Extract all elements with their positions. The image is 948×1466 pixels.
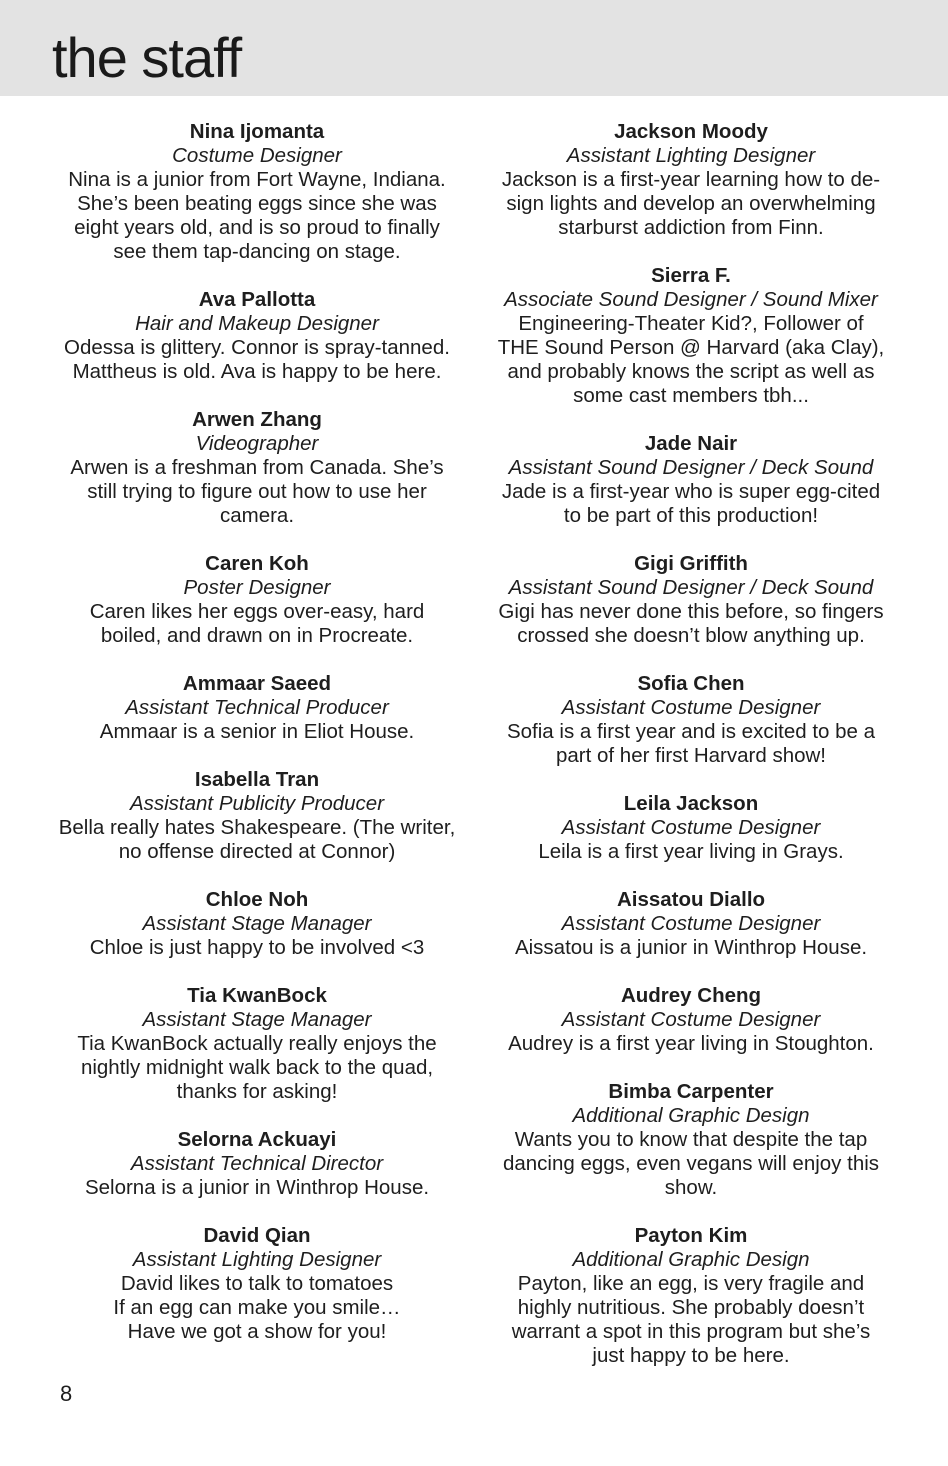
staff-role: Additional Graphic Design xyxy=(572,1248,810,1271)
staff-name: Caren Koh xyxy=(205,552,309,575)
staff-bio: Audrey is a first year living in Stoughton. xyxy=(508,1032,874,1055)
staff-bio: David likes to talk to tomatoes If an egg can make you smile… Have we got a show for you! xyxy=(113,1272,401,1343)
staff-name: Aissatou Diallo xyxy=(616,888,766,911)
staff-bio: Ammaar is a senior in Eliot House. xyxy=(99,720,415,743)
staff-name: Payton Kim xyxy=(634,1224,748,1247)
staff-role: Assistant Stage Manager xyxy=(142,1008,372,1031)
staff-name: Arwen Zhang xyxy=(192,408,322,431)
staff-entry xyxy=(482,1080,900,1200)
staff-role: Assistant Costume Designer xyxy=(561,1008,821,1031)
staff-bio: Jade is a first-year who is super egg-cited to be part of this production! xyxy=(501,480,881,527)
staff-bio: Gigi has never done this before, so fingers crossed she doesn’t blow anything up. xyxy=(498,600,884,647)
staff-entry xyxy=(482,888,900,960)
page-number: 8 xyxy=(60,1381,73,1406)
staff-name: Isabella Tran xyxy=(194,768,320,791)
staff-bio: Tia KwanBock actually really enjoys the nightly midnight walk back to the quad, thanks for asking! xyxy=(77,1032,437,1103)
staff-role: Assistant Costume Designer xyxy=(561,912,821,935)
staff-bio: Wants you to know that despite the tap dancing eggs, even vegans will enjoy this show. xyxy=(502,1128,880,1199)
staff-bio: Arwen is a freshman from Canada. She’s still trying to figure out how to use her camera. xyxy=(70,456,444,527)
staff-role: Assistant Costume Designer xyxy=(561,816,821,839)
staff-entry xyxy=(46,984,468,1104)
staff-name: Selorna Ackuayi xyxy=(177,1128,337,1151)
staff-name: Bimba Carpenter xyxy=(608,1080,774,1103)
staff-bio: Leila is a first year living in Grays. xyxy=(538,840,844,863)
staff-bio: Sofia is a first year and is excited to be a part of her first Harvard show! xyxy=(506,720,876,767)
staff-entry xyxy=(46,888,468,960)
staff-bio: Jackson is a first-year learning how to de- sign lights and develop an overwhelming starburst addiction from Finn. xyxy=(501,168,881,239)
staff-bio: Engineering-Theater Kid?, Follower of THE Sound Person @ Harvard (aka Clay), and probably knows the script as well as some cast members tbh... xyxy=(497,312,885,407)
staff-entry xyxy=(482,984,900,1056)
staff-bio: Selorna is a junior in Winthrop House. xyxy=(84,1176,430,1199)
staff-entry xyxy=(46,120,468,264)
staff-name: Chloe Noh xyxy=(205,888,309,911)
staff-name: Leila Jackson xyxy=(623,792,759,815)
staff-role: Assistant Lighting Designer xyxy=(566,144,816,167)
staff-entry xyxy=(482,264,900,408)
staff-name: Sofia Chen xyxy=(637,672,745,695)
left-column xyxy=(46,120,468,1368)
staff-name: Gigi Griffith xyxy=(634,552,748,575)
header-band xyxy=(0,0,948,96)
staff-bio: Payton, like an egg, is very fragile and highly nutritious. She probably doesn’t warrant a spot in this program but she’s just happy to be here. xyxy=(511,1272,871,1367)
staff-entry xyxy=(46,288,468,384)
staff-entry xyxy=(482,120,900,240)
page-title: the staff xyxy=(52,26,242,89)
staff-role: Poster Designer xyxy=(183,576,331,599)
staff-role: Assistant Sound Designer / Deck Sound xyxy=(508,456,874,479)
staff-name: Nina Ijomanta xyxy=(189,120,325,143)
staff-role: Assistant Publicity Producer xyxy=(129,792,385,815)
staff-role: Associate Sound Designer / Sound Mixer xyxy=(504,288,878,311)
staff-entry xyxy=(46,768,468,864)
staff-name: Sierra F. xyxy=(651,264,731,287)
staff-role: Hair and Makeup Designer xyxy=(135,312,379,335)
staff-name: Audrey Cheng xyxy=(620,984,762,1007)
staff-entry xyxy=(46,1128,468,1200)
staff-role: Costume Designer xyxy=(172,144,342,167)
staff-name: Jade Nair xyxy=(644,432,738,455)
staff-bio: Bella really hates Shakespeare. (The writer, no offense directed at Connor) xyxy=(58,816,456,863)
staff-role: Assistant Stage Manager xyxy=(142,912,372,935)
staff-bio: Aissatou is a junior in Winthrop House. xyxy=(514,936,868,959)
right-column xyxy=(482,120,900,1392)
staff-bio: Chloe is just happy to be involved <3 xyxy=(89,936,425,959)
staff-role: Assistant Sound Designer / Deck Sound xyxy=(508,576,874,599)
staff-name: David Qian xyxy=(203,1224,311,1247)
staff-entry xyxy=(482,672,900,768)
staff-entry xyxy=(482,1224,900,1368)
staff-entry xyxy=(46,552,468,648)
staff-role: Assistant Technical Producer xyxy=(125,696,389,719)
staff-role: Assistant Costume Designer xyxy=(561,696,821,719)
staff-role: Videographer xyxy=(195,432,319,455)
staff-entry xyxy=(482,552,900,648)
staff-entry xyxy=(46,1224,468,1344)
staff-bio: Caren likes her eggs over-easy, hard boiled, and drawn on in Procreate. xyxy=(89,600,425,647)
staff-role: Additional Graphic Design xyxy=(572,1104,810,1127)
staff-name: Ammaar Saeed xyxy=(182,672,332,695)
staff-entry xyxy=(482,792,900,864)
staff-role: Assistant Lighting Designer xyxy=(132,1248,382,1271)
staff-name: Tia KwanBock xyxy=(187,984,327,1007)
staff-name: Ava Pallotta xyxy=(198,288,316,311)
staff-role: Assistant Technical Director xyxy=(130,1152,384,1175)
staff-entry xyxy=(482,432,900,528)
staff-entry xyxy=(46,672,468,744)
staff-entry xyxy=(46,408,468,528)
staff-bio: Odessa is glittery. Connor is spray-tanned. Mattheus is old. Ava is happy to be here. xyxy=(64,336,450,383)
staff-name: Jackson Moody xyxy=(614,120,768,143)
staff-bio: Nina is a junior from Fort Wayne, Indiana. She’s been beating eggs since she was eight years old, and is so proud to finally see them tap-dancing on stage. xyxy=(68,168,446,263)
